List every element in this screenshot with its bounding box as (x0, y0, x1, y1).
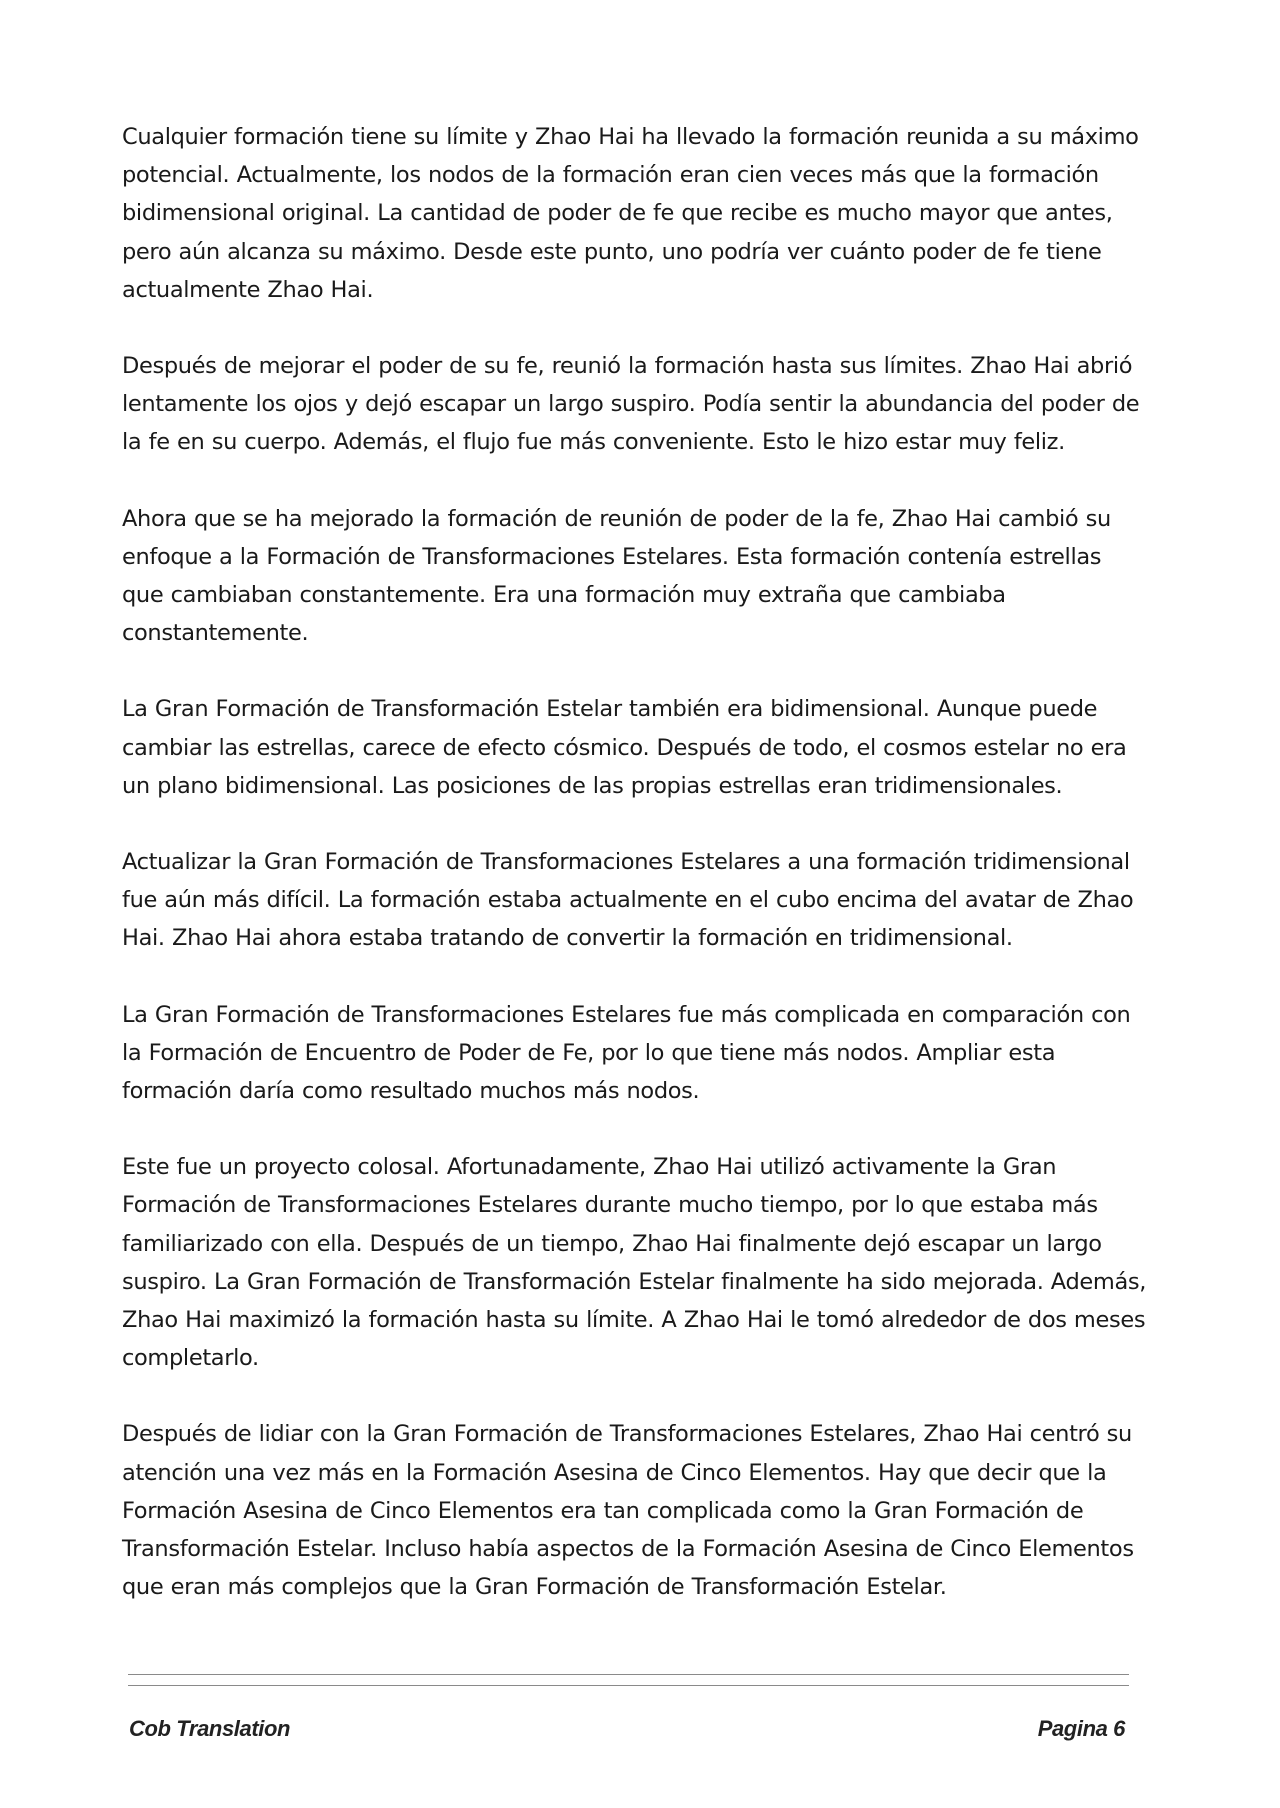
paragraph: Actualizar la Gran Formación de Transformaciones Estelares a una formación tridimensional fue aún más difícil. La formación estaba actualmente en el cubo encima del avatar de Zhao Hai. Zhao Hai ahora estaba tratando de convertir la formación en tridimensional. (122, 849, 1134, 952)
paragraph: La Gran Formación de Transformación Estelar también era bidimensional. Aunque puede cambiar las estrellas, carece de efecto cósmico. Después de todo, el cosmos estelar no era un plano bidimensional. Las posiciones de las propias estrellas eran tridimensionales. (122, 696, 1127, 799)
paragraph: Cualquier formación tiene su límite y Zhao Hai ha llevado la formación reunida a su máximo potencial. Actualmente, los nodos de la formación eran cien veces más que la formación bidimensional original. La cantidad de poder de fe que recibe es mucho mayor que antes, pero aún alcanza su máximo. Desde este punto, uno podría ver cuánto poder de fe tiene actualmente Zhao Hai. (122, 124, 1139, 303)
footer-divider-top (128, 1674, 1129, 1675)
footer-credit: Cob Translation (129, 1716, 291, 1741)
page-number: Pagina 6 (1037, 1716, 1125, 1741)
paragraph: Después de lidiar con la Gran Formación de Transformaciones Estelares, Zhao Hai centró su atención una vez más en la Formación Asesina de Cinco Elementos. Hay que decir que la Formación Asesina de Cinco Elementos era tan complicada como la Gran Formación de Transformación Estelar. Incluso había aspectos de la Formación Asesina de Cinco Elementos que eran más complejos que la Gran Formación de Transformación Estelar. (122, 1421, 1134, 1601)
footer-divider-bottom (128, 1685, 1129, 1686)
paragraph: La Gran Formación de Transformaciones Estelares fue más complicada en comparación con la Formación de Encuentro de Poder de Fe, por lo que tiene más nodos. Ampliar esta formación daría como resultado muchos más nodos. (122, 1001, 1131, 1105)
paragraph: Después de mejorar el poder de su fe, reunió la formación hasta sus límites. Zhao Hai abrió lentamente los ojos y dejó escapar un largo suspiro. Podía sentir la abundancia del poder de la fe en su cuerpo. Además, el flujo fue más conveniente. Esto le hizo estar muy feliz. (122, 353, 1140, 456)
paragraph: Este fue un proyecto colosal. Afortunadamente, Zhao Hai utilizó activamente la Gran Formación de Transformaciones Estelares durante mucho tiempo, por lo que estaba más familiarizado con ella. Después de un tiempo, Zhao Hai finalmente dejó escapar un largo suspiro. La Gran Formación de Transformación Estelar finalmente ha sido mejorada. Además, Zhao Hai maximizó la formación hasta su límite. A Zhao Hai le tomó alrededor de dos meses completarlo. (122, 1154, 1147, 1372)
document-body (122, 118, 1147, 1645)
paragraph: Ahora que se ha mejorado la formación de reunión de poder de la fe, Zhao Hai cambió su enfoque a la Formación de Transformaciones Estelares. Esta formación contenía estrellas que cambiaban constantemente. Era una formación muy extraña que cambiaba constantemente. (122, 505, 1111, 647)
